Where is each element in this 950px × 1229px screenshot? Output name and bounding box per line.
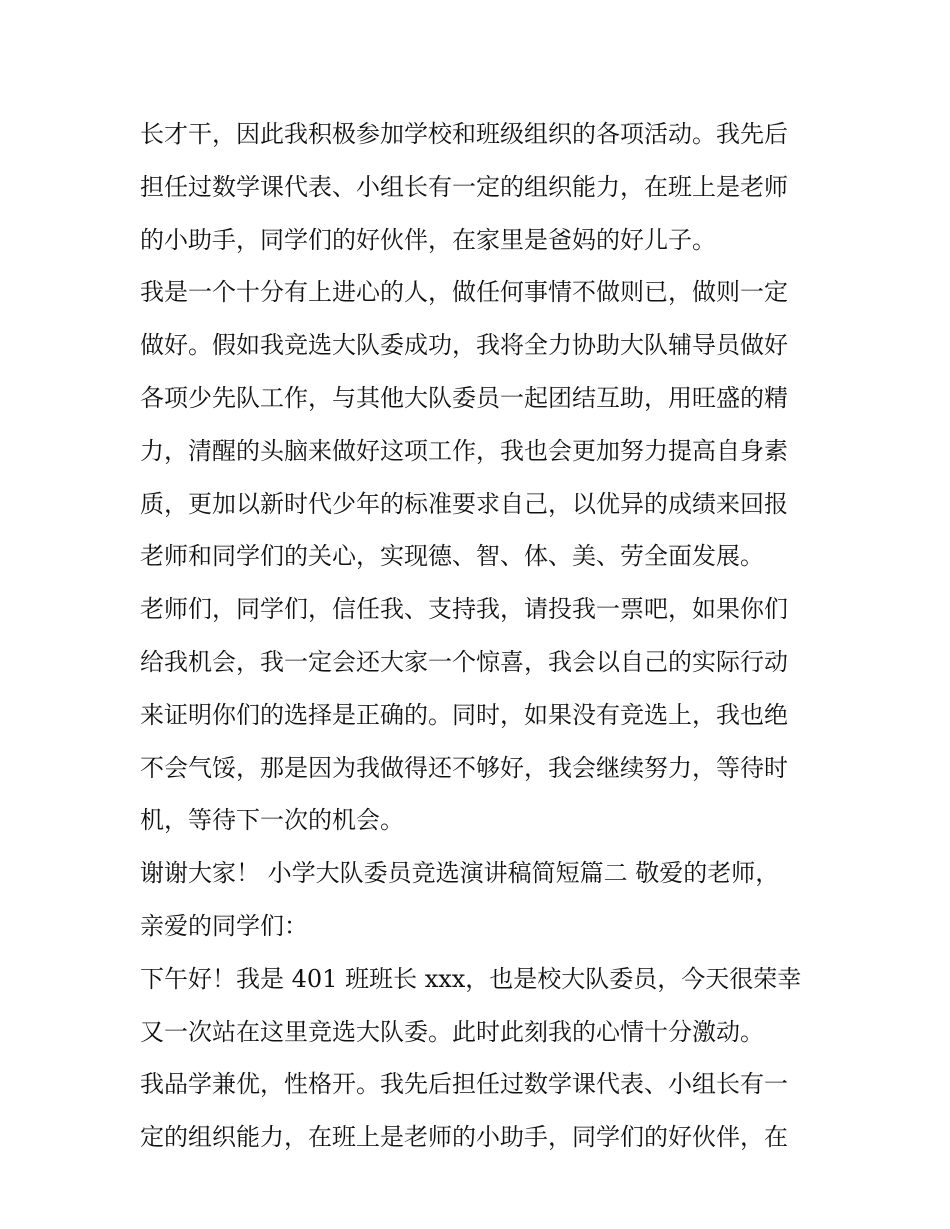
text-line: 老师们，同学们，信任我、支持我，请投我一票吧，如果你们 (140, 595, 788, 624)
text-line: 的小助手，同学们的好伙伴，在家里是爸妈的好儿子。 (140, 225, 716, 254)
text-line: 定的组织能力，在班上是老师的小助手，同学们的好伙伴，在 (140, 1123, 788, 1152)
text-line: 谢谢大家！ 小学大队委员竞选演讲稿简短篇二 敬爱的老师， (140, 859, 780, 888)
text-line: 给我机会，我一定会还大家一个惊喜，我会以自己的实际行动 (140, 647, 788, 676)
text-line: 质，更加以新时代少年的标准要求自己，以优异的成绩来回报 (140, 489, 788, 518)
text-line: 力，清醒的头脑来做好这项工作，我也会更加努力提高自身素 (140, 436, 788, 465)
text-line: 长才干，因此我积极参加学校和班级组织的各项活动。我先后 (140, 120, 788, 148)
text-line: 我是一个十分有上进心的人，做任何事情不做则已，做则一定 (140, 278, 788, 307)
text-line: 机，等待下一次的机会。 (140, 806, 404, 835)
text-line: 来证明你们的选择是正确的。同时，如果没有竞选上，我也绝 (140, 700, 788, 729)
text-line: 不会气馁，那是因为我做得还不够好，我会继续努力，等待时 (140, 753, 788, 782)
document-body (140, 108, 820, 1164)
text-line: 老师和同学们的关心，实现德、智、体、美、劳全面发展。 (140, 542, 764, 571)
text-line: 下午好！我是 401 班班长 xxx，也是校大队委员，今天很荣幸 (140, 964, 802, 993)
text-line: 各项少先队工作，与其他大队委员一起团结互助，用旺盛的精 (140, 383, 788, 412)
text-line: 做好。假如我竞选大队委成功，我将全力协助大队辅导员做好 (140, 331, 788, 360)
text-line: 又一次站在这里竞选大队委。此时此刻我的心情十分激动。 (140, 1017, 764, 1046)
text-line: 亲爱的同学们： (140, 911, 308, 940)
text-line: 我品学兼优，性格开。我先后担任过数学课代表、小组长有一 (140, 1070, 788, 1099)
text-line: 担任过数学课代表、小组长有一定的组织能力，在班上是老师 (140, 172, 788, 201)
